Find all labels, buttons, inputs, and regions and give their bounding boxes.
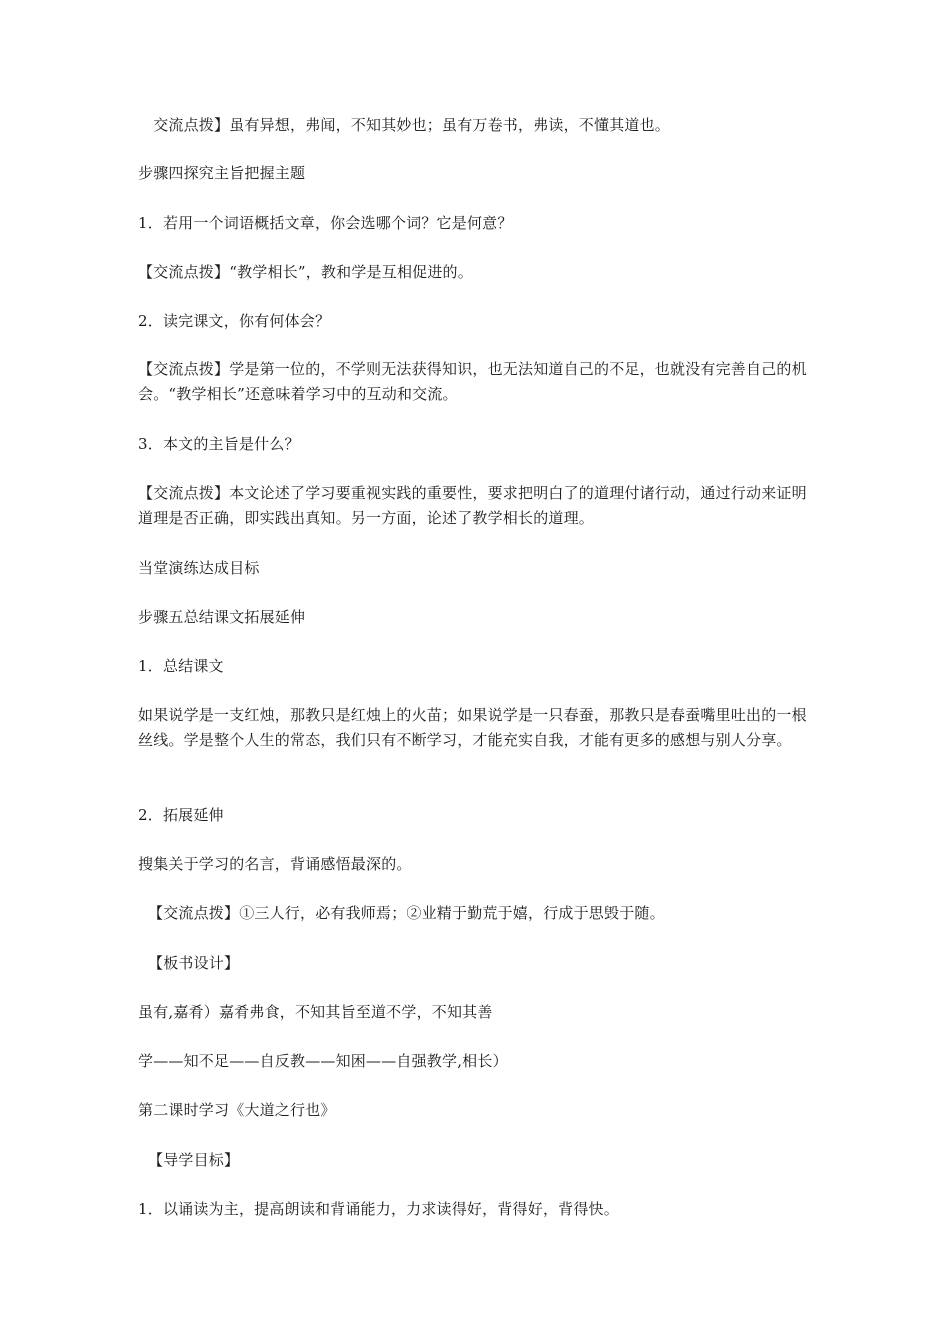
goal-1: 1．以诵读为主，提高朗读和背诵能力，力求读得好，背得好，背得快。 (138, 1200, 619, 1218)
answer-1: 【交流点拨】“教学相长”，教和学是互相促进的。 (138, 263, 473, 281)
heading-step-five: 步骤五总结课文拓展延伸 (138, 608, 306, 626)
summary-text: 如果说学是一支红烛，那教只是红烛上的火苗；如果说学是一只春蚕，那教只是春蚕嘴里吐出的一根丝线。学是整个人生的常态，我们只有不断学习，才能充实自我，才能有更多的感想与别人分享。 (138, 706, 807, 749)
question-1: 1．若用一个词语概括文章，你会选哪个词？它是何意？ (138, 214, 513, 232)
board-line-1: 虽有,嘉肴）嘉肴弗食，不知其旨至道不学，不知其善 (138, 1003, 493, 1021)
heading-step-four: 步骤四探究主旨把握主题 (138, 164, 306, 182)
answer-2: 【交流点拨】学是第一位的，不学则无法获得知识，也无法知道自己的不足，也就没有完善自己的机会。“教学相长”还意味着学习中的互动和交流。 (138, 360, 807, 403)
extension-task: 搜集关于学习的名言，背诵感悟最深的。 (138, 855, 412, 873)
item-summary: 1．总结课文 (138, 657, 224, 675)
answer-3: 【交流点拨】本文论述了学习要重视实践的重要性，要求把明白了的道理付诸行动，通过行动来证明道理是否正确，即实践出真知。另一方面，论述了教学相长的道理。 (138, 484, 807, 527)
extension-tip: 【交流点拨】①三人行，必有我师焉；②业精于勤荒于嬉，行成于思毁于随。 (148, 904, 665, 922)
paragraph-exchange-tip-opening: 交流点拨】虽有异想，弗闻，不知其妙也；虽有万卷书，弗读，不懂其道也。 (138, 116, 671, 134)
heading-second-lesson: 第二课时学习《大道之行也》 (138, 1101, 336, 1119)
heading-board-design: 【板书设计】 (148, 954, 240, 972)
heading-learning-goals: 【导学目标】 (148, 1151, 240, 1169)
question-3: 3．本文的主旨是什么？ (138, 435, 300, 453)
heading-practice: 当堂演练达成目标 (138, 559, 260, 577)
board-line-2: 学——知不足——自反教——知困——自强教学,相长） (138, 1052, 508, 1070)
item-extension: 2．拓展延伸 (138, 806, 224, 824)
question-2: 2．读完课文，你有何体会？ (138, 312, 331, 330)
